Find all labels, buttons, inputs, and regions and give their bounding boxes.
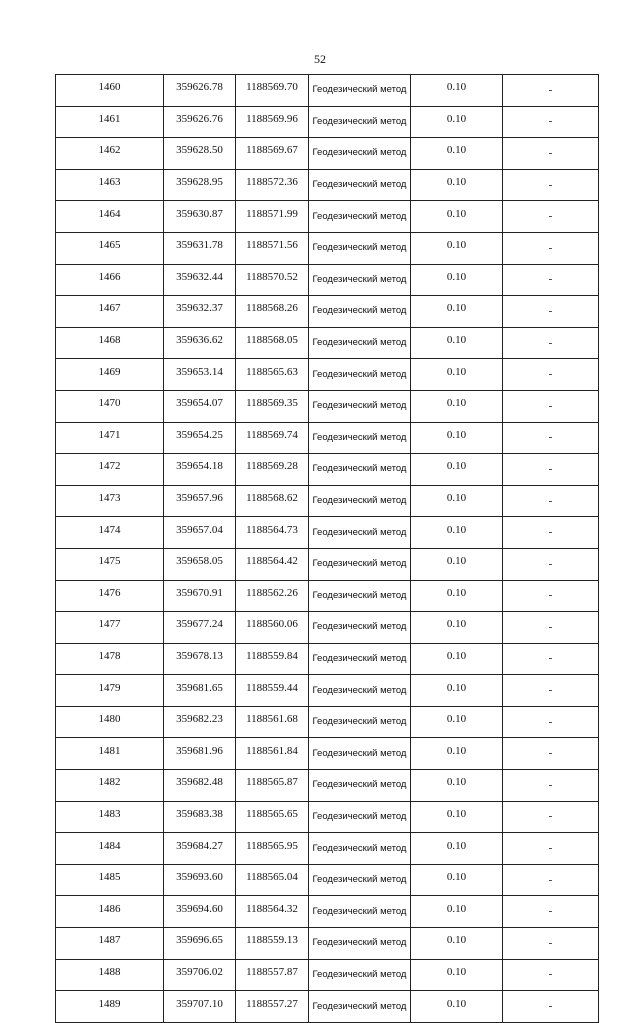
coordinate-y-cell: 1188569.28: [236, 454, 309, 486]
method-cell: Геодезический метод: [309, 706, 411, 738]
method-cell: Геодезический метод: [309, 359, 411, 391]
coordinate-y-cell: 1188559.84: [236, 643, 309, 675]
page-number: 52: [314, 52, 326, 66]
point-number-cell: 1469: [56, 359, 164, 391]
method-cell: Геодезический метод: [309, 390, 411, 422]
point-number-cell: 1474: [56, 517, 164, 549]
accuracy-cell: 0.10: [411, 169, 503, 201]
coordinate-y-cell: 1188559.44: [236, 675, 309, 707]
note-cell: -: [503, 454, 599, 486]
note-cell: -: [503, 201, 599, 233]
table-row: [56, 517, 599, 549]
coordinate-y-cell: 1188565.65: [236, 801, 309, 833]
method-cell: Геодезический метод: [309, 548, 411, 580]
coordinate-x-cell: 359631.78: [164, 232, 236, 264]
point-number-cell: 1466: [56, 264, 164, 296]
note-cell: -: [503, 106, 599, 138]
note-cell: -: [503, 959, 599, 991]
note-cell: -: [503, 864, 599, 896]
method-cell: Геодезический метод: [309, 991, 411, 1023]
table-row: [56, 296, 599, 328]
point-number-cell: 1479: [56, 675, 164, 707]
point-number-cell: 1484: [56, 833, 164, 865]
note-cell: -: [503, 390, 599, 422]
coordinate-x-cell: 359707.10: [164, 991, 236, 1023]
coordinate-y-cell: 1188571.56: [236, 232, 309, 264]
table-row: [56, 390, 599, 422]
coordinate-x-cell: 359694.60: [164, 896, 236, 928]
point-number-cell: 1476: [56, 580, 164, 612]
note-cell: -: [503, 422, 599, 454]
coordinate-y-cell: 1188565.95: [236, 833, 309, 865]
accuracy-cell: 0.10: [411, 75, 503, 107]
coordinate-y-cell: 1188564.32: [236, 896, 309, 928]
point-number-cell: 1465: [56, 232, 164, 264]
table-row: [56, 959, 599, 991]
coordinate-x-cell: 359628.95: [164, 169, 236, 201]
accuracy-cell: 0.10: [411, 706, 503, 738]
note-cell: -: [503, 359, 599, 391]
method-cell: Геодезический метод: [309, 770, 411, 802]
coordinate-y-cell: 1188562.26: [236, 580, 309, 612]
table-row: [56, 264, 599, 296]
method-cell: Геодезический метод: [309, 738, 411, 770]
accuracy-cell: 0.10: [411, 833, 503, 865]
accuracy-cell: 0.10: [411, 896, 503, 928]
accuracy-cell: 0.10: [411, 422, 503, 454]
table-row: [56, 138, 599, 170]
method-cell: Геодезический метод: [309, 643, 411, 675]
method-cell: Геодезический метод: [309, 327, 411, 359]
note-cell: -: [503, 327, 599, 359]
table-row: [56, 928, 599, 960]
coordinate-y-cell: 1188564.42: [236, 548, 309, 580]
table-row: [56, 580, 599, 612]
point-number-cell: 1472: [56, 454, 164, 486]
table-row: [56, 801, 599, 833]
accuracy-cell: 0.10: [411, 643, 503, 675]
coordinate-y-cell: 1188564.73: [236, 517, 309, 549]
table-row: [56, 833, 599, 865]
note-cell: -: [503, 296, 599, 328]
point-number-cell: 1473: [56, 485, 164, 517]
point-number-cell: 1487: [56, 928, 164, 960]
method-cell: Геодезический метод: [309, 612, 411, 644]
coordinate-x-cell: 359658.05: [164, 548, 236, 580]
coordinate-x-cell: 359678.13: [164, 643, 236, 675]
coordinate-x-cell: 359696.65: [164, 928, 236, 960]
coordinate-x-cell: 359682.48: [164, 770, 236, 802]
method-cell: Геодезический метод: [309, 485, 411, 517]
point-number-cell: 1489: [56, 991, 164, 1023]
method-cell: Геодезический метод: [309, 106, 411, 138]
method-cell: Геодезический метод: [309, 517, 411, 549]
point-number-cell: 1461: [56, 106, 164, 138]
coordinate-x-cell: 359630.87: [164, 201, 236, 233]
coordinate-y-cell: 1188568.26: [236, 296, 309, 328]
coordinate-x-cell: 359657.96: [164, 485, 236, 517]
table-row: [56, 454, 599, 486]
coordinate-x-cell: 359706.02: [164, 959, 236, 991]
table-row: [56, 422, 599, 454]
coordinate-x-cell: 359626.76: [164, 106, 236, 138]
table-row: [56, 359, 599, 391]
table-row: [56, 675, 599, 707]
note-cell: -: [503, 548, 599, 580]
coordinate-x-cell: 359683.38: [164, 801, 236, 833]
note-cell: -: [503, 928, 599, 960]
point-number-cell: 1471: [56, 422, 164, 454]
accuracy-cell: 0.10: [411, 770, 503, 802]
accuracy-cell: 0.10: [411, 138, 503, 170]
note-cell: -: [503, 232, 599, 264]
coordinate-y-cell: 1188557.27: [236, 991, 309, 1023]
coordinate-y-cell: 1188557.87: [236, 959, 309, 991]
table-row: [56, 991, 599, 1023]
table-row: [56, 75, 599, 107]
coordinate-x-cell: 359654.25: [164, 422, 236, 454]
point-number-cell: 1488: [56, 959, 164, 991]
coordinate-y-cell: 1188568.62: [236, 485, 309, 517]
point-number-cell: 1462: [56, 138, 164, 170]
table-row: [56, 201, 599, 233]
note-cell: -: [503, 833, 599, 865]
coordinate-y-cell: 1188565.63: [236, 359, 309, 391]
table-row: [56, 232, 599, 264]
coordinate-y-cell: 1188569.35: [236, 390, 309, 422]
coordinate-x-cell: 359670.91: [164, 580, 236, 612]
method-cell: Геодезический метод: [309, 75, 411, 107]
coordinate-x-cell: 359657.04: [164, 517, 236, 549]
accuracy-cell: 0.10: [411, 454, 503, 486]
accuracy-cell: 0.10: [411, 612, 503, 644]
coordinate-y-cell: 1188569.67: [236, 138, 309, 170]
method-cell: Геодезический метод: [309, 959, 411, 991]
point-number-cell: 1480: [56, 706, 164, 738]
coordinate-x-cell: 359681.96: [164, 738, 236, 770]
point-number-cell: 1486: [56, 896, 164, 928]
accuracy-cell: 0.10: [411, 232, 503, 264]
note-cell: -: [503, 138, 599, 170]
point-number-cell: 1481: [56, 738, 164, 770]
method-cell: Геодезический метод: [309, 138, 411, 170]
coordinate-y-cell: 1188568.05: [236, 327, 309, 359]
coordinate-y-cell: 1188561.84: [236, 738, 309, 770]
method-cell: Геодезический метод: [309, 896, 411, 928]
note-cell: -: [503, 485, 599, 517]
point-number-cell: 1468: [56, 327, 164, 359]
coordinate-x-cell: 359677.24: [164, 612, 236, 644]
point-number-cell: 1467: [56, 296, 164, 328]
method-cell: Геодезический метод: [309, 864, 411, 896]
note-cell: -: [503, 75, 599, 107]
table-row: [56, 169, 599, 201]
coordinates-table: [55, 74, 599, 1023]
point-number-cell: 1478: [56, 643, 164, 675]
table-row: [56, 706, 599, 738]
note-cell: -: [503, 675, 599, 707]
coordinate-y-cell: 1188565.04: [236, 864, 309, 896]
accuracy-cell: 0.10: [411, 390, 503, 422]
method-cell: Геодезический метод: [309, 422, 411, 454]
coordinate-x-cell: 359632.44: [164, 264, 236, 296]
accuracy-cell: 0.10: [411, 675, 503, 707]
coordinate-y-cell: 1188560.06: [236, 612, 309, 644]
note-cell: -: [503, 580, 599, 612]
accuracy-cell: 0.10: [411, 580, 503, 612]
note-cell: -: [503, 612, 599, 644]
note-cell: -: [503, 801, 599, 833]
table-row: [56, 485, 599, 517]
note-cell: -: [503, 770, 599, 802]
note-cell: -: [503, 517, 599, 549]
accuracy-cell: 0.10: [411, 517, 503, 549]
method-cell: Геодезический метод: [309, 580, 411, 612]
method-cell: Геодезический метод: [309, 201, 411, 233]
note-cell: -: [503, 706, 599, 738]
table-row: [56, 864, 599, 896]
note-cell: -: [503, 738, 599, 770]
accuracy-cell: 0.10: [411, 864, 503, 896]
table-row: [56, 548, 599, 580]
point-number-cell: 1483: [56, 801, 164, 833]
coordinate-x-cell: 359636.62: [164, 327, 236, 359]
method-cell: Геодезический метод: [309, 801, 411, 833]
coordinate-y-cell: 1188569.70: [236, 75, 309, 107]
accuracy-cell: 0.10: [411, 106, 503, 138]
table-row: [56, 106, 599, 138]
table-row: [56, 738, 599, 770]
method-cell: Геодезический метод: [309, 264, 411, 296]
accuracy-cell: 0.10: [411, 738, 503, 770]
point-number-cell: 1477: [56, 612, 164, 644]
accuracy-cell: 0.10: [411, 264, 503, 296]
coordinate-y-cell: 1188569.96: [236, 106, 309, 138]
accuracy-cell: 0.10: [411, 548, 503, 580]
point-number-cell: 1485: [56, 864, 164, 896]
table-row: [56, 327, 599, 359]
coordinate-x-cell: 359654.07: [164, 390, 236, 422]
coordinate-y-cell: 1188559.13: [236, 928, 309, 960]
coordinate-x-cell: 359632.37: [164, 296, 236, 328]
accuracy-cell: 0.10: [411, 359, 503, 391]
table-row: [56, 643, 599, 675]
point-number-cell: 1470: [56, 390, 164, 422]
note-cell: -: [503, 169, 599, 201]
coordinate-y-cell: 1188570.52: [236, 264, 309, 296]
coordinate-x-cell: 359684.27: [164, 833, 236, 865]
accuracy-cell: 0.10: [411, 928, 503, 960]
accuracy-cell: 0.10: [411, 296, 503, 328]
coordinate-x-cell: 359682.23: [164, 706, 236, 738]
note-cell: -: [503, 643, 599, 675]
coordinate-y-cell: 1188561.68: [236, 706, 309, 738]
method-cell: Геодезический метод: [309, 169, 411, 201]
method-cell: Геодезический метод: [309, 928, 411, 960]
method-cell: Геодезический метод: [309, 232, 411, 264]
note-cell: -: [503, 264, 599, 296]
table-row: [56, 896, 599, 928]
coordinate-y-cell: 1188569.74: [236, 422, 309, 454]
coordinate-x-cell: 359654.18: [164, 454, 236, 486]
point-number-cell: 1482: [56, 770, 164, 802]
method-cell: Геодезический метод: [309, 675, 411, 707]
method-cell: Геодезический метод: [309, 296, 411, 328]
point-number-cell: 1460: [56, 75, 164, 107]
coordinate-y-cell: 1188572.36: [236, 169, 309, 201]
point-number-cell: 1463: [56, 169, 164, 201]
accuracy-cell: 0.10: [411, 991, 503, 1023]
note-cell: -: [503, 991, 599, 1023]
accuracy-cell: 0.10: [411, 201, 503, 233]
accuracy-cell: 0.10: [411, 959, 503, 991]
table-row: [56, 612, 599, 644]
coordinates-table-body: [56, 75, 599, 1023]
accuracy-cell: 0.10: [411, 485, 503, 517]
coordinate-y-cell: 1188571.99: [236, 201, 309, 233]
coordinate-x-cell: 359693.60: [164, 864, 236, 896]
method-cell: Геодезический метод: [309, 454, 411, 486]
method-cell: Геодезический метод: [309, 833, 411, 865]
point-number-cell: 1464: [56, 201, 164, 233]
accuracy-cell: 0.10: [411, 801, 503, 833]
coordinate-x-cell: 359681.65: [164, 675, 236, 707]
coordinate-x-cell: 359653.14: [164, 359, 236, 391]
coordinate-x-cell: 359628.50: [164, 138, 236, 170]
coordinate-y-cell: 1188565.87: [236, 770, 309, 802]
coordinate-x-cell: 359626.78: [164, 75, 236, 107]
table-row: [56, 770, 599, 802]
point-number-cell: 1475: [56, 548, 164, 580]
accuracy-cell: 0.10: [411, 327, 503, 359]
note-cell: -: [503, 896, 599, 928]
